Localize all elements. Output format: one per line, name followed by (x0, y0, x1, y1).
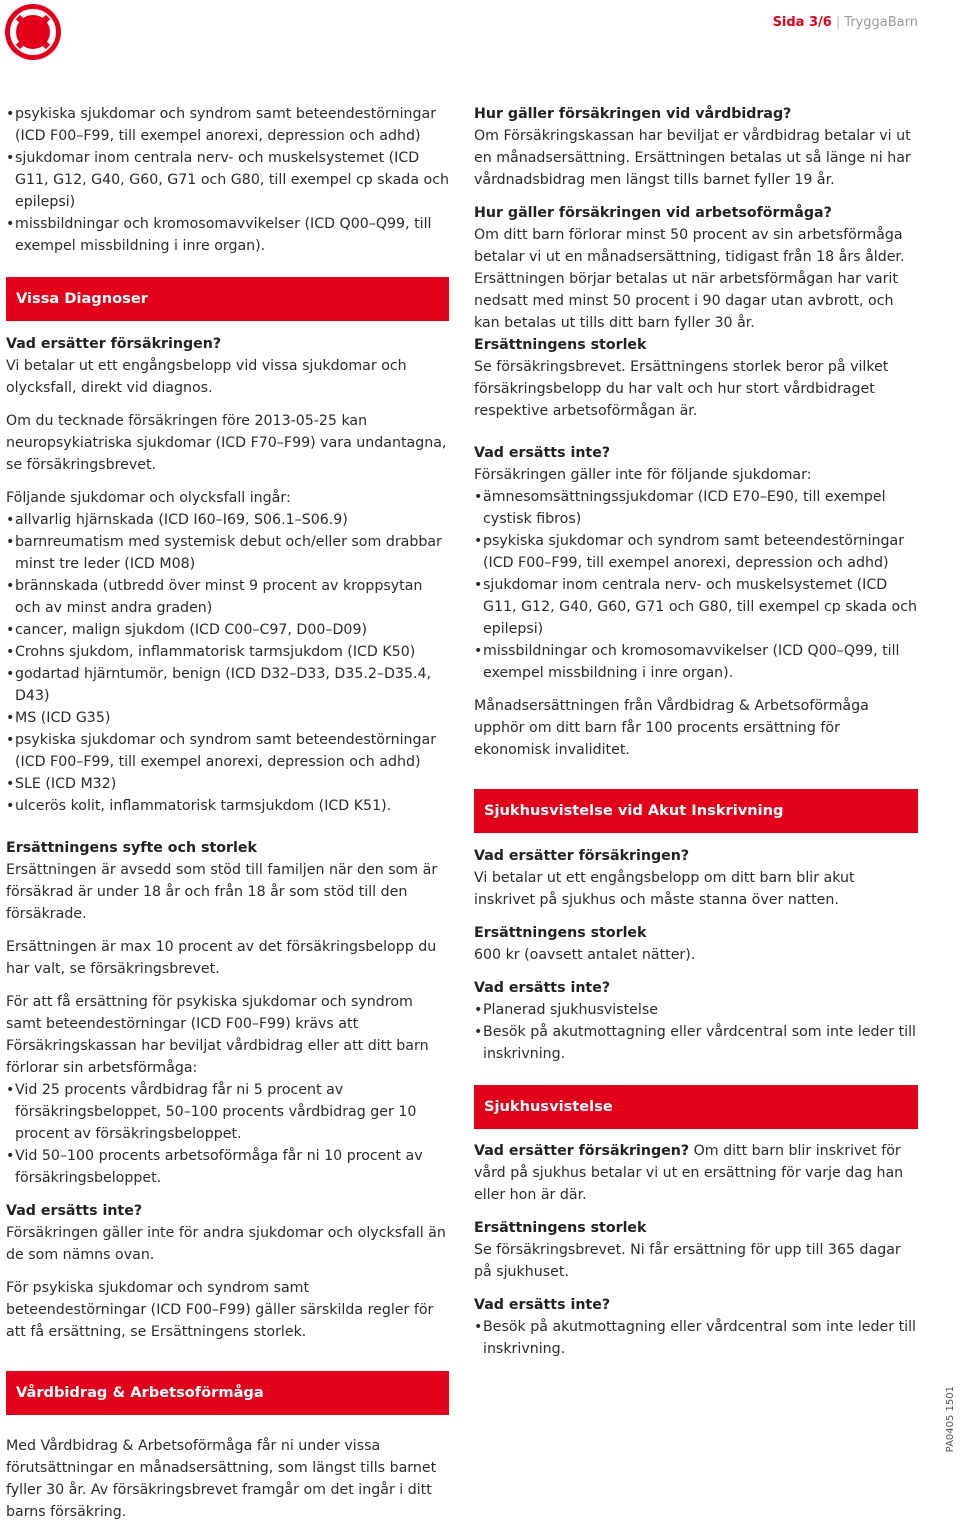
page-header (773, 15, 918, 30)
list-item: • psykiska sjukdomar och syndrom samt beteendestörningar (ICD F00–F99, till exempel anorexi, depression och adhd) (6, 729, 449, 773)
heading: Hur gäller försäkringen vid arbetsoförmåga? (474, 205, 832, 221)
list-item: • allvarlig hjärnskada (ICD I60–I69, S06.1–S06.9) (6, 509, 449, 531)
heading: Vad ersätts inte? (6, 1203, 143, 1219)
paragraph (474, 1140, 918, 1206)
list-item: • godartad hjärntumör, benign (ICD D32–D33, D35.2–D35.4, D43) (6, 663, 449, 707)
heading-inline: Vad ersätter försäkringen? (474, 1143, 690, 1159)
excluded-list-continued (6, 103, 449, 257)
list-item: • brännskada (utbredd över minst 9 procent av kroppsytan och av minst andra graden) (6, 575, 449, 619)
list-item: • Crohns sjukdom, inflammatorisk tarmsjukdom (ICD K50) (6, 641, 449, 663)
paragraph: Om du tecknade försäkringen före 2013-05-25 kan neuropsykiatriska sjukdomar (ICD F70–F99) vara undantagna, se försäkringsbrevet. (6, 413, 447, 473)
page-number: Sida 3/6 (772, 15, 832, 30)
paragraph: Om Försäkringskassan har beviljat er vårdbidrag betalar vi ut en månadsersättning. Ersättningen betalas ut så länge ni har vårdnadsbidrag men längst tills barnet fyller 19 år. (474, 128, 911, 188)
left-column (6, 103, 449, 1523)
document-code: PA0405 1501 (945, 1385, 956, 1452)
excluded-hospital-list-2 (474, 1316, 918, 1360)
list-item: • ulcerös kolit, inflammatorisk tarmsjukdom (ICD K51). (6, 795, 449, 817)
paragraph: Månadsersättningen från Vårdbidrag & Arbetsoförmåga upphör om ditt barn får 100 procents ersättning för ekonomisk invaliditet. (474, 698, 869, 758)
paragraph: Med Vårdbidrag & Arbetsoförmåga får ni under vissa förutsättningar en månadsersättning, som längst tills barnet fyller 30 år. Av försäkringsbrevet framgår om det ingår i ditt barns försäkring. (6, 1438, 437, 1520)
paragraph: Försäkringen gäller inte för andra sjukdomar och olycksfall än de som nämns ovan. (6, 1225, 446, 1263)
paragraph: För att få ersättning för psykiska sjukdomar och syndrom samt beteendestörningar (ICD F00–F99) krävs att Försäkringskassan har beviljat vårdbidrag eller att ditt barn förlorar sin arbetsförmåga: (6, 994, 429, 1076)
section-banner-akut-inskrivning: Sjukhusvistelse vid Akut Inskrivning (474, 789, 918, 833)
list-item: • Vid 50–100 procents arbetsoförmåga får ni 10 procent av försäkringsbeloppet. (6, 1145, 449, 1189)
paragraph: Försäkringen gäller inte för följande sjukdomar: (474, 467, 812, 483)
list-item: • SLE (ICD M32) (6, 773, 449, 795)
paragraph: För psykiska sjukdomar och syndrom samt beteendestörningar (ICD F00–F99) gäller särskilda regler för att få ersättning, se Ersättningens storlek. (6, 1280, 434, 1340)
paragraph: Vi betalar ut ett engångsbelopp vid vissa sjukdomar och olycksfall, direkt vid diagnos. (6, 358, 407, 396)
list-item: • sjukdomar inom centrala nerv- och muskelsystemet (ICD G11, G12, G40, G60, G71 och G80, till exempel cp skada och epilepsi) (6, 147, 449, 213)
list-item: • psykiska sjukdomar och syndrom samt beteendestörningar (ICD F00–F99, till exempel anorexi, depression och adhd) (474, 530, 918, 574)
list-item: • Besök på akutmottagning eller vårdcentral som inte leder till inskrivning. (474, 1021, 918, 1065)
excluded-hospital-list (474, 999, 918, 1065)
right-column (474, 103, 918, 1360)
list-item: • missbildningar och kromosomavvikelser (ICD Q00–Q99, till exempel missbildning i inre organ). (474, 640, 918, 684)
list-item: • Vid 25 procents vårdbidrag får ni 5 procent av försäkringsbeloppet, 50–100 procents vårdbidrag ger 10 procent av försäkringsbeloppet. (6, 1079, 449, 1145)
paragraph: Ersättningen är avsedd som stöd till familjen när den som är försäkrad är under 18 år och från 18 år som stöd till den försäkrade. (6, 862, 438, 922)
section-banner-vardbidrag: Vårdbidrag & Arbetsoförmåga (6, 1371, 449, 1415)
paragraph-text: Om ditt barn blir inskrivet för vård på sjukhus betalar vi ut en ersättning för varje dag han eller hon är där. (474, 1143, 904, 1203)
header-separator: | (835, 15, 841, 30)
lifebuoy-logo-icon (5, 4, 61, 60)
list-item: • ämnesomsättningssjukdomar (ICD E70–E90, till exempel cystisk fibros) (474, 486, 918, 530)
heading: Ersättningens syfte och storlek (6, 840, 257, 856)
heading: Hur gäller försäkringen vid vårdbidrag? (474, 106, 792, 122)
brand-name: TryggaBarn (844, 15, 918, 30)
list-item: • psykiska sjukdomar och syndrom samt beteendestörningar (ICD F00–F99, till exempel anorexi, depression och adhd) (6, 103, 449, 147)
excluded-diseases-list (474, 486, 918, 684)
heading: Vad ersätter försäkringen? (474, 848, 690, 864)
paragraph: Om ditt barn förlorar minst 50 procent av sin arbetsförmåga betalar vi ut en månadsersättning, tidigast från 18 års ålder. Ersättningen börjar betalas ut när arbetsförmågan har varit nedsatt med minst 50 procent i 90 dagar utan avbrott, och kan betalas ut tills ditt barn fyller 30 år. (474, 227, 905, 331)
heading: Ersättningens storlek (474, 337, 647, 353)
heading: Ersättningens storlek (474, 925, 647, 941)
heading: Ersättningens storlek (474, 1220, 647, 1236)
list-item: • Besök på akutmottagning eller vårdcentral som inte leder till inskrivning. (474, 1316, 918, 1360)
section-banner-vissa-diagnoser: Vissa Diagnoser (6, 277, 449, 321)
heading: Vad ersätts inte? (474, 980, 611, 996)
list-item: • sjukdomar inom centrala nerv- och muskelsystemet (ICD G11, G12, G40, G60, G71 och G80, till exempel cp skada och epilepsi) (474, 574, 918, 640)
compensation-rules-list (6, 1079, 449, 1189)
paragraph: Ersättningen är max 10 procent av det försäkringsbelopp du har valt, se försäkringsbrevet. (6, 939, 437, 977)
paragraph: Vi betalar ut ett engångsbelopp om ditt barn blir akut inskrivet på sjukhus och måste stanna över natten. (474, 870, 855, 908)
list-item: • Planerad sjukhusvistelse (474, 999, 918, 1021)
paragraph: 600 kr (oavsett antalet nätter). (474, 947, 696, 963)
heading: Vad ersätts inte? (474, 445, 611, 461)
heading: Vad ersätts inte? (474, 1297, 611, 1313)
list-item: • missbildningar och kromosomavvikelser (ICD Q00–Q99, till exempel missbildning i inre organ). (6, 213, 449, 257)
heading: Vad ersätter försäkringen? (6, 336, 222, 352)
paragraph: Följande sjukdomar och olycksfall ingår: (6, 490, 291, 506)
list-item: • cancer, malign sjukdom (ICD C00–C97, D00–D09) (6, 619, 449, 641)
list-item: • MS (ICD G35) (6, 707, 449, 729)
included-diagnoses-list (6, 509, 449, 817)
paragraph: Se försäkringsbrevet. Ersättningens storlek beror på vilket försäkringsbelopp du har valt och hur stort vårdbidraget respektive arbetsoförmågan är. (474, 359, 889, 419)
list-item: • barnreumatism med systemisk debut och/eller som drabbar minst tre leder (ICD M08) (6, 531, 449, 575)
section-banner-sjukhusvistelse: Sjukhusvistelse (474, 1085, 918, 1129)
paragraph: Se försäkringsbrevet. Ni får ersättning för upp till 365 dagar på sjukhuset. (474, 1242, 901, 1280)
